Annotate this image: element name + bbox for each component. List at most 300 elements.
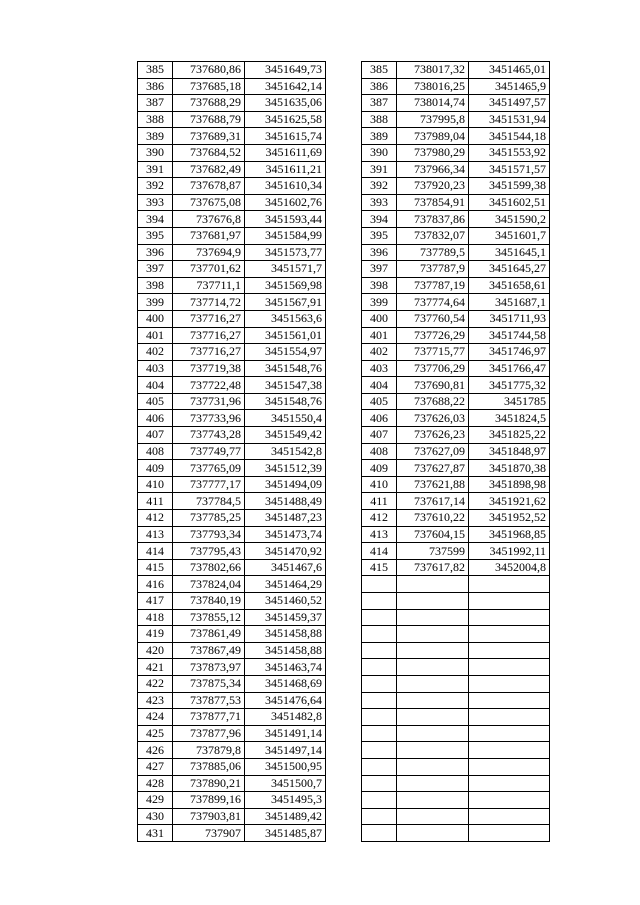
y-coordinate-cell: 3451601,7 [469,227,550,244]
table-row [362,111,550,128]
table-row [138,543,326,560]
point-number-cell: 408 [138,443,173,460]
y-coordinate-cell: 3451500,7 [245,775,326,792]
point-number-cell: 406 [138,410,173,427]
table-row [362,62,550,79]
table-row [362,194,550,211]
point-number-cell: 388 [138,111,173,128]
table-row [362,825,550,842]
y-coordinate-cell: 3451489,42 [245,808,326,825]
x-coordinate-cell: 737626,03 [397,410,469,427]
table-row [362,261,550,278]
point-number-cell [362,758,397,775]
point-number-cell: 385 [362,62,397,79]
y-coordinate-cell: 3451635,06 [245,95,326,112]
point-number-cell: 398 [138,277,173,294]
point-number-cell: 396 [362,244,397,261]
x-coordinate-cell: 737899,16 [173,792,245,809]
y-coordinate-cell: 3451485,87 [245,825,326,842]
x-coordinate-cell: 738014,74 [397,95,469,112]
table-row [138,559,326,576]
y-coordinate-cell: 3451460,52 [245,593,326,610]
table-row [138,526,326,543]
x-coordinate-cell: 737760,54 [397,310,469,327]
point-number-cell: 409 [138,460,173,477]
point-number-cell: 405 [138,393,173,410]
x-coordinate-cell: 737980,29 [397,144,469,161]
table-row [362,609,550,626]
table-row [362,244,550,261]
table-row [138,360,326,377]
point-number-cell: 428 [138,775,173,792]
table-row [138,294,326,311]
table-row [362,377,550,394]
table-row [138,144,326,161]
x-coordinate-cell: 737875,34 [173,675,245,692]
point-number-cell: 405 [362,393,397,410]
y-coordinate-cell: 3451584,99 [245,227,326,244]
point-number-cell: 415 [138,559,173,576]
y-coordinate-cell: 3451567,91 [245,294,326,311]
point-number-cell: 420 [138,642,173,659]
y-coordinate-cell [469,742,550,759]
x-coordinate-cell: 737855,12 [173,609,245,626]
point-number-cell [362,642,397,659]
y-coordinate-cell: 3451476,64 [245,692,326,709]
x-coordinate-cell [397,609,469,626]
table-row [138,626,326,643]
point-number-cell: 411 [138,493,173,510]
x-coordinate-cell: 737675,08 [173,194,245,211]
table-row [362,725,550,742]
y-coordinate-cell: 3451550,4 [245,410,326,427]
y-coordinate-cell [469,576,550,593]
y-coordinate-cell: 3451495,3 [245,792,326,809]
x-coordinate-cell: 737688,29 [173,95,245,112]
y-coordinate-cell: 3451602,76 [245,194,326,211]
y-coordinate-cell: 3451744,58 [469,327,550,344]
x-coordinate-cell: 737749,77 [173,443,245,460]
y-coordinate-cell: 3451590,2 [469,211,550,228]
y-coordinate-cell [469,675,550,692]
table-row [138,393,326,410]
x-coordinate-cell: 737777,17 [173,476,245,493]
x-coordinate-cell [397,792,469,809]
point-number-cell: 389 [362,128,397,145]
x-coordinate-cell: 738017,32 [397,62,469,79]
y-coordinate-cell: 3451497,14 [245,742,326,759]
table-row [138,825,326,842]
x-coordinate-cell: 737787,9 [397,261,469,278]
table-row [362,128,550,145]
y-coordinate-cell: 3451531,94 [469,111,550,128]
x-coordinate-cell: 737795,43 [173,543,245,560]
y-coordinate-cell: 3451544,18 [469,128,550,145]
table-row [362,659,550,676]
x-coordinate-cell: 737832,07 [397,227,469,244]
point-number-cell [362,825,397,842]
point-number-cell: 417 [138,593,173,610]
x-coordinate-cell: 737716,27 [173,310,245,327]
table-row [362,310,550,327]
x-coordinate-cell: 737793,34 [173,526,245,543]
table-row [362,626,550,643]
x-coordinate-cell: 737684,52 [173,144,245,161]
x-coordinate-cell: 737711,1 [173,277,245,294]
y-coordinate-cell: 3451921,62 [469,493,550,510]
table-row [362,327,550,344]
y-coordinate-cell: 3451848,97 [469,443,550,460]
x-coordinate-cell: 737627,09 [397,443,469,460]
point-number-cell: 390 [138,144,173,161]
x-coordinate-cell: 737731,96 [173,393,245,410]
point-number-cell: 399 [138,294,173,311]
point-number-cell: 414 [362,543,397,560]
point-number-cell: 411 [362,493,397,510]
y-coordinate-cell: 3451599,38 [469,178,550,195]
y-coordinate-cell: 3451553,92 [469,144,550,161]
x-coordinate-cell: 737802,66 [173,559,245,576]
x-coordinate-cell: 738016,25 [397,78,469,95]
table-row [138,178,326,195]
point-number-cell [362,709,397,726]
y-coordinate-cell: 3451547,38 [245,377,326,394]
x-coordinate-cell: 737785,25 [173,510,245,527]
y-coordinate-cell [469,758,550,775]
y-coordinate-cell: 3451488,49 [245,493,326,510]
y-coordinate-cell: 3451463,74 [245,659,326,676]
y-coordinate-cell: 3451458,88 [245,642,326,659]
x-coordinate-cell: 737885,06 [173,758,245,775]
point-number-cell: 422 [138,675,173,692]
point-number-cell: 409 [362,460,397,477]
x-coordinate-cell: 737627,87 [397,460,469,477]
table-row [362,642,550,659]
point-number-cell: 424 [138,709,173,726]
table-row [138,344,326,361]
table-row [138,692,326,709]
y-coordinate-cell: 3451563,6 [245,310,326,327]
y-coordinate-cell: 3451952,52 [469,510,550,527]
x-coordinate-cell: 737743,28 [173,427,245,444]
y-coordinate-cell: 3451500,95 [245,758,326,775]
x-coordinate-cell: 737784,5 [173,493,245,510]
table-row [138,460,326,477]
y-coordinate-cell [469,642,550,659]
table-row [138,227,326,244]
y-coordinate-cell: 3451571,57 [469,161,550,178]
table-row [362,344,550,361]
table-row [138,244,326,261]
table-row [362,510,550,527]
y-coordinate-cell: 3451615,74 [245,128,326,145]
y-coordinate-cell [469,659,550,676]
x-coordinate-cell: 737716,27 [173,344,245,361]
table-row [138,758,326,775]
x-coordinate-cell [397,825,469,842]
x-coordinate-cell [397,576,469,593]
point-number-cell: 431 [138,825,173,842]
point-number-cell: 403 [362,360,397,377]
point-number-cell [362,792,397,809]
x-coordinate-cell: 737890,21 [173,775,245,792]
x-coordinate-cell [397,808,469,825]
table-row [362,493,550,510]
point-number-cell [362,775,397,792]
x-coordinate-cell: 737681,97 [173,227,245,244]
y-coordinate-cell: 3451465,9 [469,78,550,95]
point-number-cell: 393 [362,194,397,211]
x-coordinate-cell [397,725,469,742]
table-row [138,427,326,444]
x-coordinate-cell: 737903,81 [173,808,245,825]
y-coordinate-cell: 3451482,8 [245,709,326,726]
table-row [138,277,326,294]
y-coordinate-cell [469,725,550,742]
x-coordinate-cell: 737877,71 [173,709,245,726]
x-coordinate-cell [397,742,469,759]
point-number-cell [362,742,397,759]
point-number-cell: 393 [138,194,173,211]
table-row [362,576,550,593]
table-row [362,543,550,560]
point-number-cell: 400 [138,310,173,327]
y-coordinate-cell: 3451491,14 [245,725,326,742]
y-coordinate-cell [469,825,550,842]
y-coordinate-cell: 3451658,61 [469,277,550,294]
y-coordinate-cell: 3451542,8 [245,443,326,460]
point-number-cell: 399 [362,294,397,311]
table-row [362,758,550,775]
table-row [138,792,326,809]
x-coordinate-cell: 737617,82 [397,559,469,576]
y-coordinate-cell: 3451992,11 [469,543,550,560]
table-row [362,277,550,294]
x-coordinate-cell: 737726,29 [397,327,469,344]
y-coordinate-cell: 3451711,93 [469,310,550,327]
y-coordinate-cell: 3451611,69 [245,144,326,161]
y-coordinate-cell: 3451610,34 [245,178,326,195]
y-coordinate-cell [469,593,550,610]
y-coordinate-cell: 3451746,97 [469,344,550,361]
point-number-cell: 397 [138,261,173,278]
x-coordinate-cell: 737877,96 [173,725,245,742]
point-number-cell: 410 [138,476,173,493]
x-coordinate-cell: 737966,34 [397,161,469,178]
table-row [138,261,326,278]
x-coordinate-cell [397,692,469,709]
point-number-cell [362,593,397,610]
y-coordinate-cell: 3451649,73 [245,62,326,79]
point-number-cell: 392 [362,178,397,195]
y-coordinate-cell: 3451898,98 [469,476,550,493]
point-number-cell: 395 [138,227,173,244]
table-row [138,675,326,692]
point-number-cell: 429 [138,792,173,809]
table-row [362,410,550,427]
point-number-cell [362,692,397,709]
y-coordinate-cell: 3451785 [469,393,550,410]
table-row [362,775,550,792]
point-number-cell: 416 [138,576,173,593]
y-coordinate-cell [469,808,550,825]
point-number-cell: 386 [362,78,397,95]
table-row [362,443,550,460]
point-number-cell: 396 [138,244,173,261]
point-number-cell [362,576,397,593]
point-number-cell: 419 [138,626,173,643]
table-row [138,659,326,676]
point-number-cell: 430 [138,808,173,825]
point-number-cell: 402 [362,344,397,361]
y-coordinate-cell: 3451593,44 [245,211,326,228]
x-coordinate-cell: 737715,77 [397,344,469,361]
point-number-cell [362,659,397,676]
y-coordinate-cell [469,626,550,643]
x-coordinate-cell: 737789,5 [397,244,469,261]
point-number-cell: 407 [138,427,173,444]
table-row [362,559,550,576]
x-coordinate-cell: 737694,9 [173,244,245,261]
x-coordinate-cell [397,775,469,792]
point-number-cell: 425 [138,725,173,742]
y-coordinate-cell: 3451458,88 [245,626,326,643]
table-row [362,709,550,726]
y-coordinate-cell: 3451766,47 [469,360,550,377]
table-row [362,78,550,95]
x-coordinate-cell [397,675,469,692]
x-coordinate-cell: 737719,38 [173,360,245,377]
point-number-cell: 423 [138,692,173,709]
point-number-cell: 387 [138,95,173,112]
x-coordinate-cell: 737879,8 [173,742,245,759]
x-coordinate-cell: 737714,72 [173,294,245,311]
point-number-cell: 398 [362,277,397,294]
point-number-cell: 407 [362,427,397,444]
table-row [362,742,550,759]
x-coordinate-cell: 737873,97 [173,659,245,676]
table-row [362,211,550,228]
point-number-cell: 386 [138,78,173,95]
x-coordinate-cell [397,593,469,610]
y-coordinate-cell: 3451625,58 [245,111,326,128]
x-coordinate-cell [397,659,469,676]
y-coordinate-cell: 3451494,09 [245,476,326,493]
y-coordinate-cell: 3451467,6 [245,559,326,576]
table-row [362,460,550,477]
point-number-cell: 427 [138,758,173,775]
y-coordinate-cell [469,792,550,809]
table-row [138,709,326,726]
table-row [138,476,326,493]
table-row [362,792,550,809]
x-coordinate-cell: 737733,96 [173,410,245,427]
y-coordinate-cell: 3451459,37 [245,609,326,626]
y-coordinate-cell: 3451464,29 [245,576,326,593]
point-number-cell: 412 [362,510,397,527]
table-row [138,211,326,228]
y-coordinate-cell: 3451561,01 [245,327,326,344]
x-coordinate-cell: 737867,49 [173,642,245,659]
x-coordinate-cell: 737599 [397,543,469,560]
table-row [138,725,326,742]
x-coordinate-cell [397,709,469,726]
point-number-cell: 390 [362,144,397,161]
x-coordinate-cell: 737688,79 [173,111,245,128]
y-coordinate-cell: 3451611,21 [245,161,326,178]
y-coordinate-cell: 3452004,8 [469,559,550,576]
table-row [138,161,326,178]
table-row [138,593,326,610]
x-coordinate-cell: 737774,64 [397,294,469,311]
table-row [362,692,550,709]
table-row [138,493,326,510]
point-number-cell: 404 [362,377,397,394]
x-coordinate-cell: 737706,29 [397,360,469,377]
point-number-cell: 394 [362,211,397,228]
y-coordinate-cell: 3451512,39 [245,460,326,477]
table-row [362,227,550,244]
point-number-cell: 392 [138,178,173,195]
y-coordinate-cell: 3451548,76 [245,360,326,377]
x-coordinate-cell: 737604,15 [397,526,469,543]
table-row [138,377,326,394]
y-coordinate-cell: 3451775,32 [469,377,550,394]
table-row [138,410,326,427]
table-row [138,62,326,79]
point-number-cell: 418 [138,609,173,626]
table-row [362,294,550,311]
coordinates-table-right [361,61,550,842]
x-coordinate-cell: 737989,04 [397,128,469,145]
x-coordinate-cell: 737837,86 [397,211,469,228]
y-coordinate-cell [469,709,550,726]
point-number-cell: 389 [138,128,173,145]
x-coordinate-cell: 737690,81 [397,377,469,394]
y-coordinate-cell: 3451645,27 [469,261,550,278]
x-coordinate-cell: 737617,14 [397,493,469,510]
y-coordinate-cell: 3451549,42 [245,427,326,444]
table-row [362,178,550,195]
point-number-cell: 414 [138,543,173,560]
table-row [138,327,326,344]
table-row [362,808,550,825]
point-number-cell: 394 [138,211,173,228]
y-coordinate-cell [469,775,550,792]
table-row [138,128,326,145]
y-coordinate-cell: 3451473,74 [245,526,326,543]
point-number-cell: 403 [138,360,173,377]
x-coordinate-cell: 737920,23 [397,178,469,195]
x-coordinate-cell: 737854,91 [397,194,469,211]
x-coordinate-cell: 737680,86 [173,62,245,79]
table-row [138,78,326,95]
table-row [138,576,326,593]
point-number-cell [362,808,397,825]
x-coordinate-cell: 737824,04 [173,576,245,593]
x-coordinate-cell: 737678,87 [173,178,245,195]
y-coordinate-cell: 3451573,77 [245,244,326,261]
table-row [362,393,550,410]
point-number-cell: 395 [362,227,397,244]
point-number-cell: 402 [138,344,173,361]
table-row [362,144,550,161]
point-number-cell: 401 [362,327,397,344]
y-coordinate-cell: 3451465,01 [469,62,550,79]
table-row [138,510,326,527]
x-coordinate-cell: 737722,48 [173,377,245,394]
point-number-cell: 421 [138,659,173,676]
